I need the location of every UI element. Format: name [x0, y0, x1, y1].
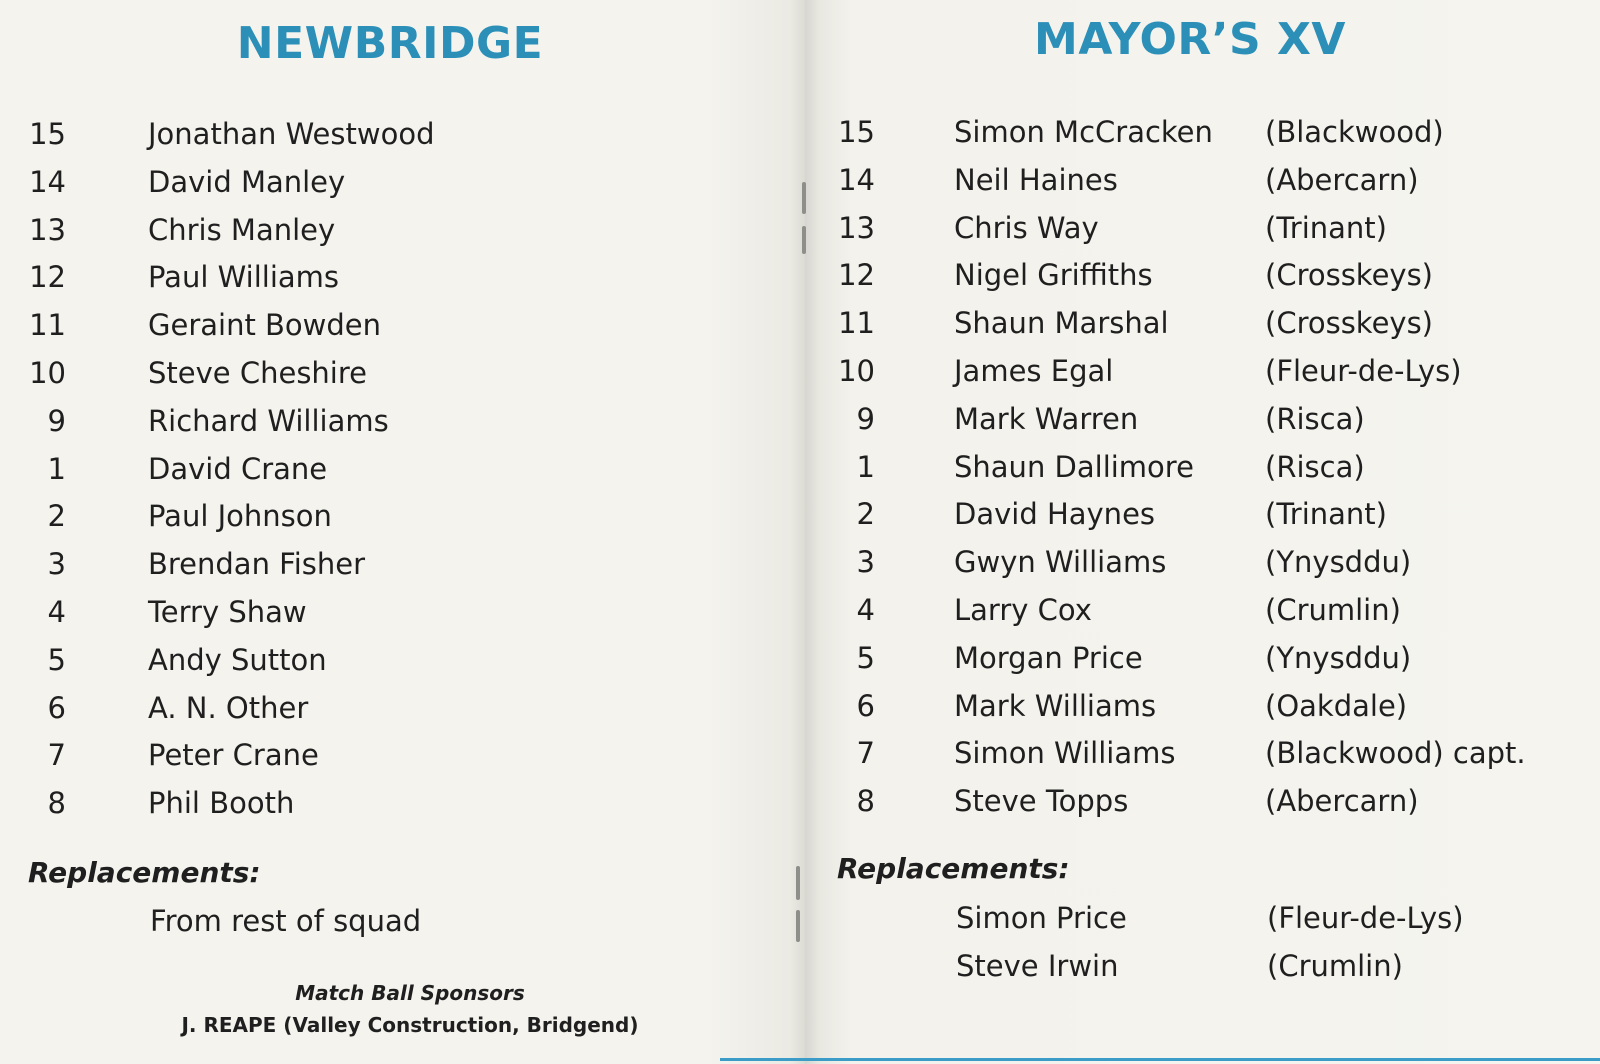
- player-number: 6: [856, 688, 875, 723]
- left-replacements-heading: Replacements:: [28, 856, 261, 889]
- player-number: 5: [856, 640, 875, 675]
- sponsor-label: Match Ball Sponsors: [295, 981, 525, 1005]
- replacement-name: Steve Irwin: [956, 949, 1119, 983]
- player-number: 3: [856, 545, 875, 580]
- staple-mark: [802, 226, 806, 254]
- player-club: (Trinant): [1265, 210, 1387, 245]
- player-row: [0, 688, 800, 728]
- player-row: [0, 114, 800, 154]
- player-name: Steve Topps: [954, 784, 1129, 819]
- player-row: [805, 160, 1600, 200]
- player-number: 9: [47, 403, 66, 438]
- player-number: 13: [838, 210, 875, 245]
- player-number: 11: [838, 306, 875, 341]
- player-club: (Ynysddu): [1265, 640, 1412, 675]
- player-row: [0, 735, 800, 775]
- player-number: 8: [47, 786, 66, 821]
- player-row: [805, 494, 1600, 534]
- player-number: 1: [856, 449, 875, 484]
- player-club: (Fleur-de-Lys): [1265, 354, 1462, 388]
- page-gutter: [790, 0, 820, 1064]
- player-row: [805, 303, 1600, 343]
- player-name: Steve Cheshire: [148, 356, 367, 390]
- player-name: James Egal: [954, 354, 1114, 388]
- player-row: [0, 162, 800, 202]
- player-number: 10: [29, 356, 66, 390]
- player-name: Geraint Bowden: [148, 308, 382, 343]
- replacement-name: Simon Price: [956, 901, 1127, 935]
- player-name: David Crane: [148, 451, 328, 486]
- player-name: Phil Booth: [148, 786, 295, 821]
- player-name: Simon McCracken: [954, 115, 1213, 149]
- player-name: Chris Way: [954, 210, 1099, 245]
- player-row: [0, 496, 800, 536]
- player-club: (Crosskeys): [1265, 306, 1433, 341]
- player-club: (Crumlin): [1265, 593, 1401, 627]
- player-row: [805, 399, 1600, 439]
- player-row: [0, 544, 800, 584]
- player-name: Simon Williams: [954, 736, 1176, 771]
- player-name: David Haynes: [954, 497, 1156, 532]
- player-row: [0, 210, 800, 250]
- player-name: David Manley: [148, 164, 346, 199]
- player-club: (Oakdale): [1265, 688, 1408, 723]
- player-number: 15: [29, 117, 66, 151]
- player-name: Andy Sutton: [148, 642, 327, 677]
- player-row: [805, 686, 1600, 726]
- player-row: [0, 353, 800, 393]
- player-row: [0, 592, 800, 632]
- player-number: 8: [856, 784, 875, 819]
- player-number: 3: [47, 547, 66, 582]
- player-club: (Blackwood) capt.: [1265, 736, 1526, 771]
- player-number: 1: [47, 451, 66, 486]
- player-number: 14: [29, 164, 66, 199]
- player-row: [0, 257, 800, 297]
- player-name: Brendan Fisher: [148, 547, 366, 582]
- player-number: 12: [29, 260, 66, 295]
- player-row: [805, 255, 1600, 295]
- player-name: Shaun Dallimore: [954, 449, 1194, 484]
- staple-mark: [802, 182, 806, 214]
- player-number: 5: [47, 642, 66, 677]
- player-name: Neil Haines: [954, 162, 1118, 197]
- player-name: Paul Williams: [148, 260, 340, 295]
- player-number: 15: [838, 115, 875, 149]
- player-club: (Risca): [1265, 401, 1365, 436]
- replacement-row: [805, 946, 1600, 986]
- player-name: Terry Shaw: [148, 595, 307, 629]
- player-row: [805, 781, 1600, 821]
- player-club: (Crosskeys): [1265, 258, 1433, 293]
- player-name: Mark Williams: [954, 688, 1157, 723]
- player-number: 10: [838, 354, 875, 388]
- bottom-rule: [720, 1058, 1600, 1061]
- player-row: [0, 449, 800, 489]
- player-number: 12: [838, 258, 875, 293]
- sponsor-name: J. REAPE (Valley Construction, Bridgend): [181, 1013, 639, 1037]
- player-name: Mark Warren: [954, 401, 1139, 436]
- player-row: [0, 401, 800, 441]
- player-row: [805, 638, 1600, 678]
- player-club: (Abercarn): [1265, 784, 1419, 819]
- player-number: 2: [47, 499, 66, 534]
- player-number: 4: [47, 595, 66, 629]
- player-name: Morgan Price: [954, 640, 1143, 675]
- player-club: (Ynysddu): [1265, 545, 1412, 580]
- left-team-title: NEWBRIDGE: [236, 18, 544, 69]
- player-row: [0, 783, 800, 823]
- player-name: Jonathan Westwood: [148, 117, 435, 151]
- player-row: [805, 208, 1600, 248]
- player-number: 2: [856, 497, 875, 532]
- player-number: 4: [856, 593, 875, 627]
- right-team-title: MAYOR’S XV: [1034, 14, 1346, 65]
- right-page: [805, 0, 1600, 1064]
- player-number: 14: [838, 162, 875, 197]
- player-row: [0, 305, 800, 345]
- replacement-club: (Fleur-de-Lys): [1267, 901, 1464, 935]
- player-number: 13: [29, 212, 66, 247]
- player-name: A. N. Other: [148, 690, 309, 725]
- player-club: (Risca): [1265, 449, 1365, 484]
- player-name: Gwyn Williams: [954, 545, 1167, 580]
- player-row: [805, 733, 1600, 773]
- player-club: (Blackwood): [1265, 115, 1444, 149]
- replacement-row: [805, 898, 1600, 938]
- player-name: Shaun Marshal: [954, 306, 1169, 341]
- player-number: 7: [47, 738, 66, 773]
- player-row: [805, 351, 1600, 391]
- left-replacements-text: From rest of squad: [150, 904, 422, 938]
- player-number: 6: [47, 690, 66, 725]
- replacement-club: (Crumlin): [1267, 949, 1403, 983]
- player-name: Larry Cox: [954, 593, 1092, 627]
- player-name: Nigel Griffiths: [954, 258, 1153, 293]
- player-number: 11: [29, 308, 66, 343]
- player-club: (Abercarn): [1265, 162, 1419, 197]
- right-replacements-heading: Replacements:: [837, 852, 1070, 885]
- player-number: 9: [856, 401, 875, 436]
- player-name: Chris Manley: [148, 212, 336, 247]
- player-name: Peter Crane: [148, 738, 319, 773]
- player-row: [805, 542, 1600, 582]
- player-row: [0, 640, 800, 680]
- player-number: 7: [856, 736, 875, 771]
- player-name: Richard Williams: [148, 403, 389, 438]
- player-row: [805, 112, 1600, 152]
- player-club: (Trinant): [1265, 497, 1387, 532]
- staple-mark: [796, 866, 800, 900]
- player-row: [805, 447, 1600, 487]
- player-name: Paul Johnson: [148, 499, 332, 534]
- player-row: [805, 590, 1600, 630]
- staple-mark: [796, 910, 800, 942]
